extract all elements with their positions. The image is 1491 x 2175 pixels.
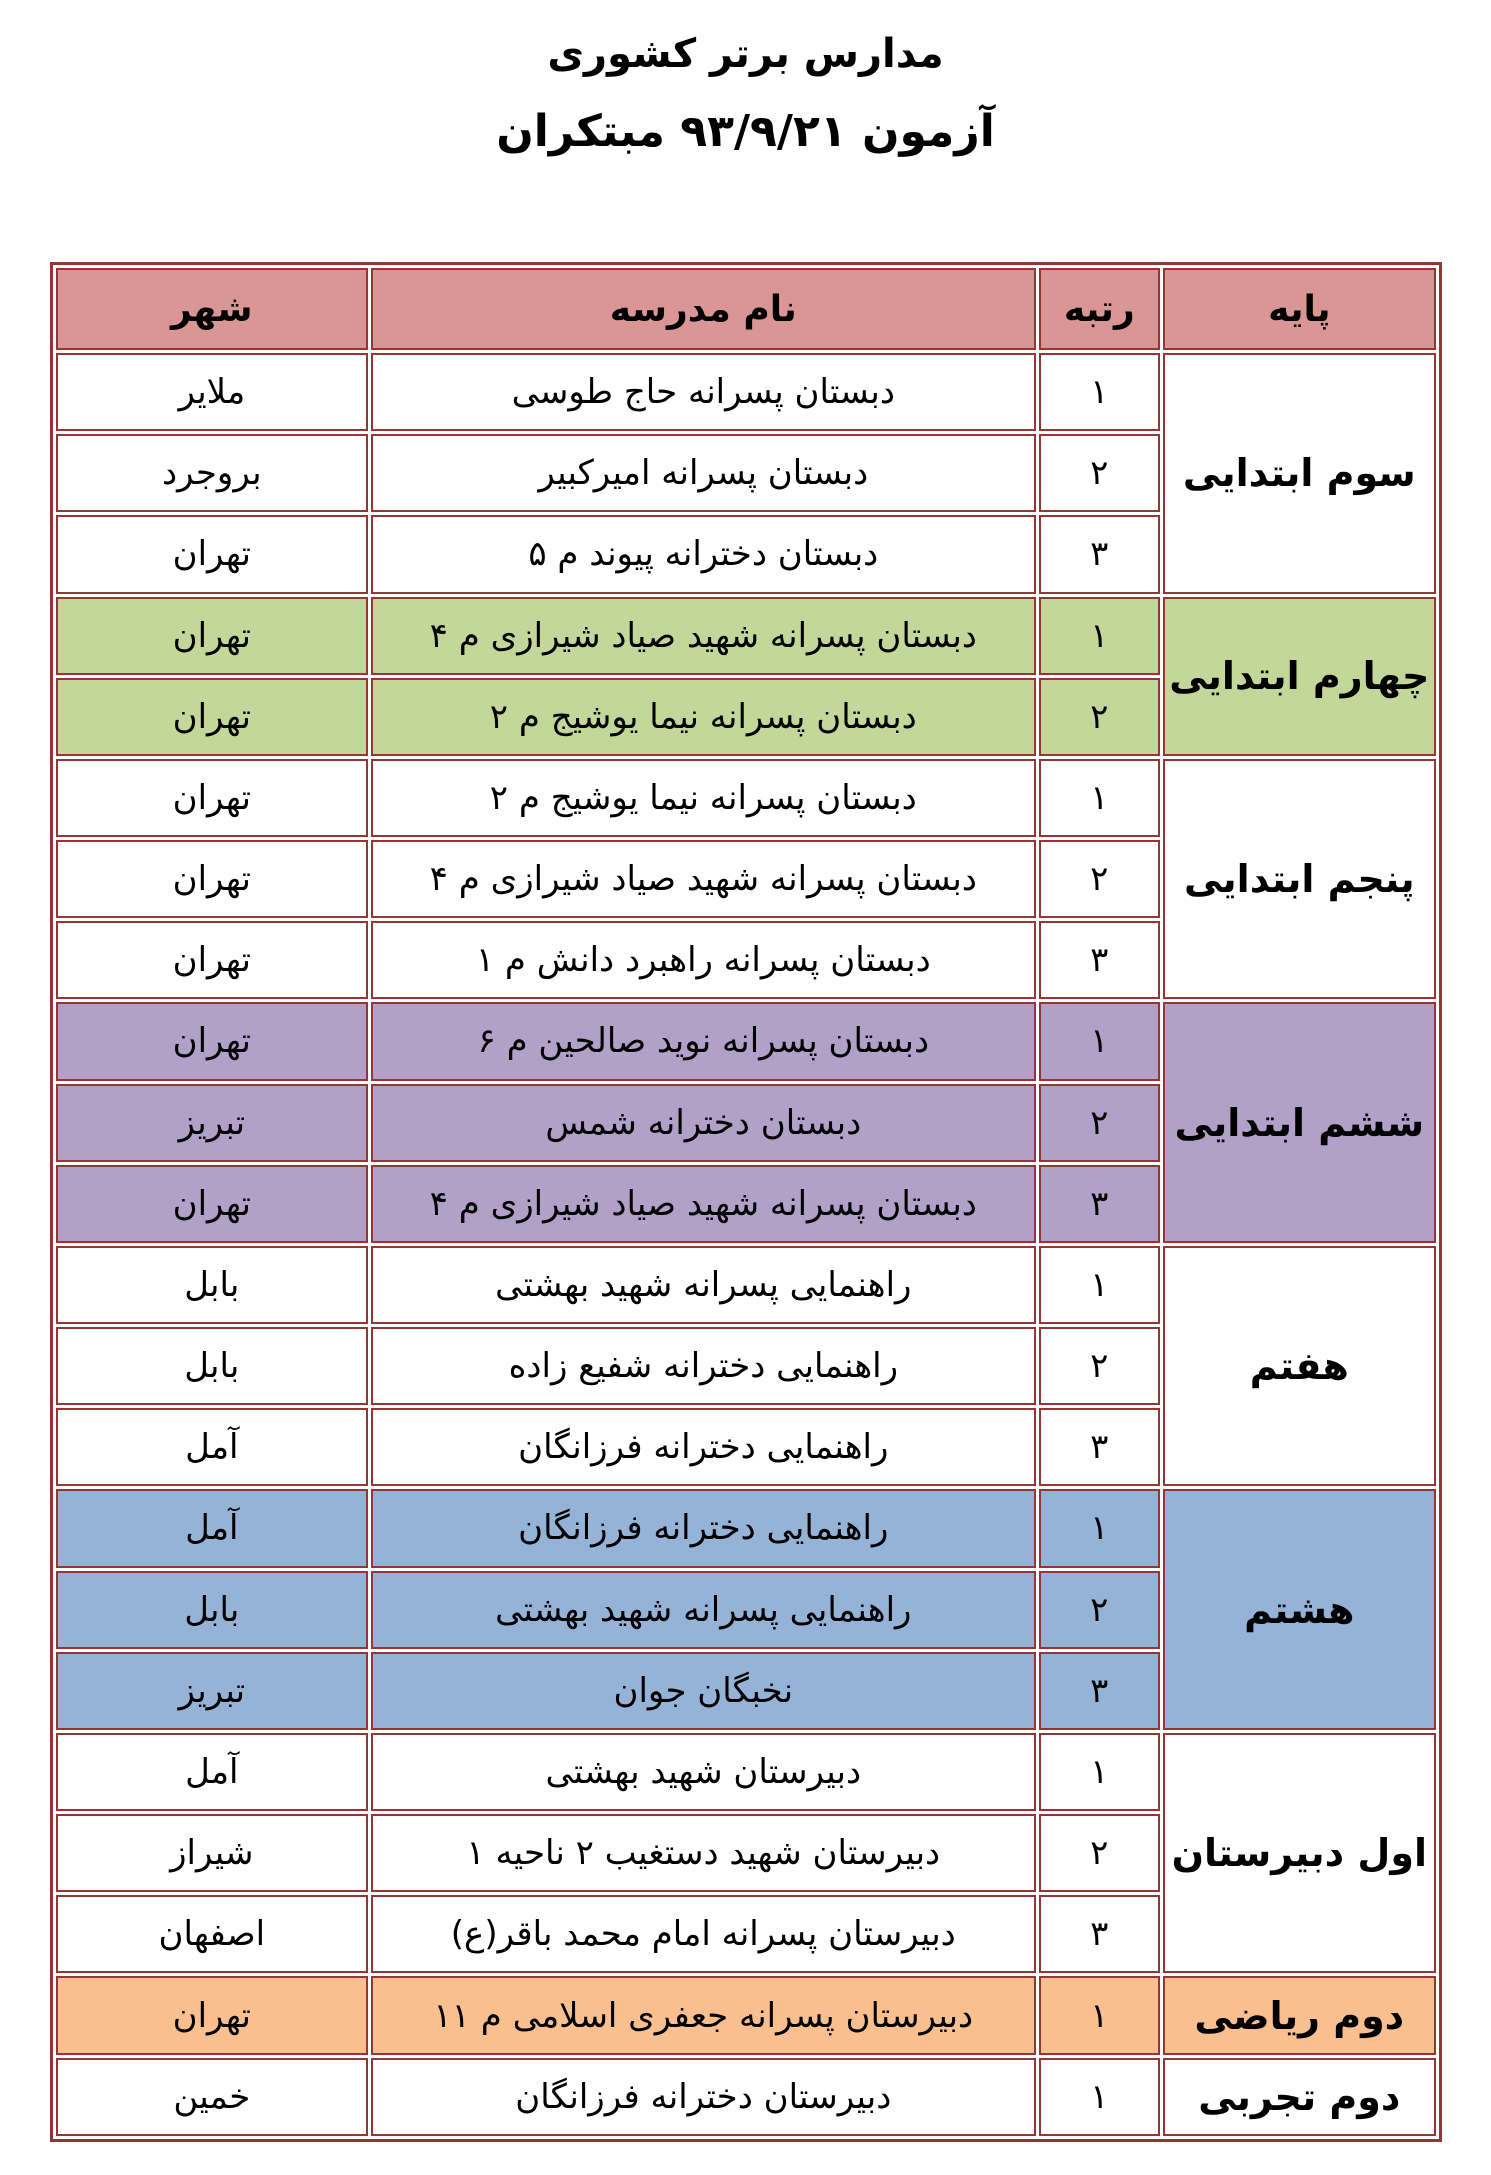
city-cell: تبریز <box>56 1652 368 1730</box>
school-name-cell: دبستان دخترانه پیوند م ۵ <box>371 515 1036 593</box>
school-name-cell: دبستان پسرانه شهید صیاد شیرازی م ۴ <box>371 1165 1036 1243</box>
school-name-cell: دبستان پسرانه حاج طوسی <box>371 353 1036 431</box>
grade-cell: دوم ریاضی <box>1163 1976 1436 2054</box>
header-grade: پایه <box>1163 268 1436 350</box>
grade-cell: پنجم ابتدایی <box>1163 759 1436 1000</box>
school-name-cell: دبیرستان پسرانه امام محمد باقر(ع) <box>371 1895 1036 1973</box>
school-name-cell: دبستان پسرانه شهید صیاد شیرازی م ۴ <box>371 840 1036 918</box>
school-name-cell: دبستان پسرانه شهید صیاد شیرازی م ۴ <box>371 597 1036 675</box>
grade-cell: اول دبیرستان <box>1163 1733 1436 1974</box>
rank-cell: ۲ <box>1039 1814 1160 1892</box>
city-cell: تهران <box>56 840 368 918</box>
school-name-cell: نخبگان جوان <box>371 1652 1036 1730</box>
school-name-cell: راهنمایی پسرانه شهید بهشتی <box>371 1246 1036 1324</box>
table-body <box>56 353 1436 2136</box>
school-name-cell: راهنمایی پسرانه شهید بهشتی <box>371 1571 1036 1649</box>
city-cell: آمل <box>56 1489 368 1567</box>
table-row <box>56 759 1436 837</box>
city-cell: ملایر <box>56 353 368 431</box>
table-row <box>56 1489 1436 1567</box>
rank-cell: ۲ <box>1039 840 1160 918</box>
school-name-cell: دبستان پسرانه نیما یوشیج م ۲ <box>371 678 1036 756</box>
rank-cell: ۱ <box>1039 1733 1160 1811</box>
rank-cell: ۱ <box>1039 1246 1160 1324</box>
page-subtitle: آزمون ۹۳/۹/۲۱ مبتکران <box>496 106 995 157</box>
city-cell: تهران <box>56 515 368 593</box>
rank-cell: ۱ <box>1039 1976 1160 2054</box>
rank-cell: ۳ <box>1039 1165 1160 1243</box>
grade-cell: چهارم ابتدایی <box>1163 597 1436 756</box>
school-name-cell: دبستان پسرانه راهبرد دانش م ۱ <box>371 921 1036 999</box>
rank-cell: ۱ <box>1039 2058 1160 2136</box>
rank-cell: ۳ <box>1039 515 1160 593</box>
city-cell: بابل <box>56 1571 368 1649</box>
school-name-cell: دبیرستان شهید بهشتی <box>371 1733 1036 1811</box>
header-rank: رتبه <box>1039 268 1160 350</box>
school-name-cell: راهنمایی دخترانه فرزانگان <box>371 1489 1036 1567</box>
rank-cell: ۳ <box>1039 921 1160 999</box>
rank-cell: ۲ <box>1039 1571 1160 1649</box>
rank-cell: ۱ <box>1039 1002 1160 1080</box>
rank-cell: ۲ <box>1039 1084 1160 1162</box>
city-cell: بابل <box>56 1246 368 1324</box>
rank-cell: ۱ <box>1039 353 1160 431</box>
page-title: مدارس برتر کشوری <box>547 31 944 77</box>
rank-cell: ۱ <box>1039 759 1160 837</box>
rank-cell: ۲ <box>1039 678 1160 756</box>
table-row <box>56 597 1436 675</box>
school-name-cell: دبیرستان شهید دستغیب ۲ ناحیه ۱ <box>371 1814 1036 1892</box>
rank-cell: ۳ <box>1039 1895 1160 1973</box>
city-cell: خمین <box>56 2058 368 2136</box>
school-name-cell: دبستان پسرانه نوید صالحین م ۶ <box>371 1002 1036 1080</box>
header-row <box>56 268 1436 350</box>
rank-cell: ۱ <box>1039 1489 1160 1567</box>
table-row <box>56 353 1436 431</box>
city-cell: بروجرد <box>56 434 368 512</box>
city-cell: شیراز <box>56 1814 368 1892</box>
city-cell: تهران <box>56 1165 368 1243</box>
city-cell: تهران <box>56 678 368 756</box>
grade-cell: سوم ابتدایی <box>1163 353 1436 594</box>
city-cell: تهران <box>56 1002 368 1080</box>
city-cell: تبریز <box>56 1084 368 1162</box>
grade-cell: دوم تجربی <box>1163 2058 1436 2136</box>
grade-cell: ششم ابتدایی <box>1163 1002 1436 1243</box>
city-cell: آمل <box>56 1733 368 1811</box>
city-cell: تهران <box>56 597 368 675</box>
grade-cell: هفتم <box>1163 1246 1436 1487</box>
header-school: نام مدرسه <box>371 268 1036 350</box>
grade-cell: هشتم <box>1163 1489 1436 1730</box>
school-name-cell: دبیرستان دخترانه فرزانگان <box>371 2058 1036 2136</box>
school-name-cell: دبستان پسرانه نیما یوشیج م ۲ <box>371 759 1036 837</box>
school-name-cell: دبستان پسرانه امیرکبیر <box>371 434 1036 512</box>
rank-cell: ۳ <box>1039 1408 1160 1486</box>
rank-cell: ۲ <box>1039 1327 1160 1405</box>
title-block <box>0 30 1491 164</box>
rank-cell: ۲ <box>1039 434 1160 512</box>
header-city: شهر <box>56 268 368 350</box>
table-row <box>56 1246 1436 1324</box>
city-cell: تهران <box>56 1976 368 2054</box>
rank-cell: ۱ <box>1039 597 1160 675</box>
table-wrap <box>50 262 1442 2142</box>
city-cell: تهران <box>56 921 368 999</box>
city-cell: بابل <box>56 1327 368 1405</box>
table-row <box>56 2058 1436 2136</box>
table-row <box>56 1976 1436 2054</box>
top-schools-table <box>50 262 1442 2142</box>
school-name-cell: راهنمایی دخترانه فرزانگان <box>371 1408 1036 1486</box>
school-name-cell: دبستان دخترانه شمس <box>371 1084 1036 1162</box>
city-cell: تهران <box>56 759 368 837</box>
school-name-cell: دبیرستان پسرانه جعفری اسلامی م ۱۱ <box>371 1976 1036 2054</box>
school-name-cell: راهنمایی دخترانه شفیع زاده <box>371 1327 1036 1405</box>
table-row <box>56 1002 1436 1080</box>
rank-cell: ۳ <box>1039 1652 1160 1730</box>
city-cell: آمل <box>56 1408 368 1486</box>
table-row <box>56 1733 1436 1811</box>
city-cell: اصفهان <box>56 1895 368 1973</box>
